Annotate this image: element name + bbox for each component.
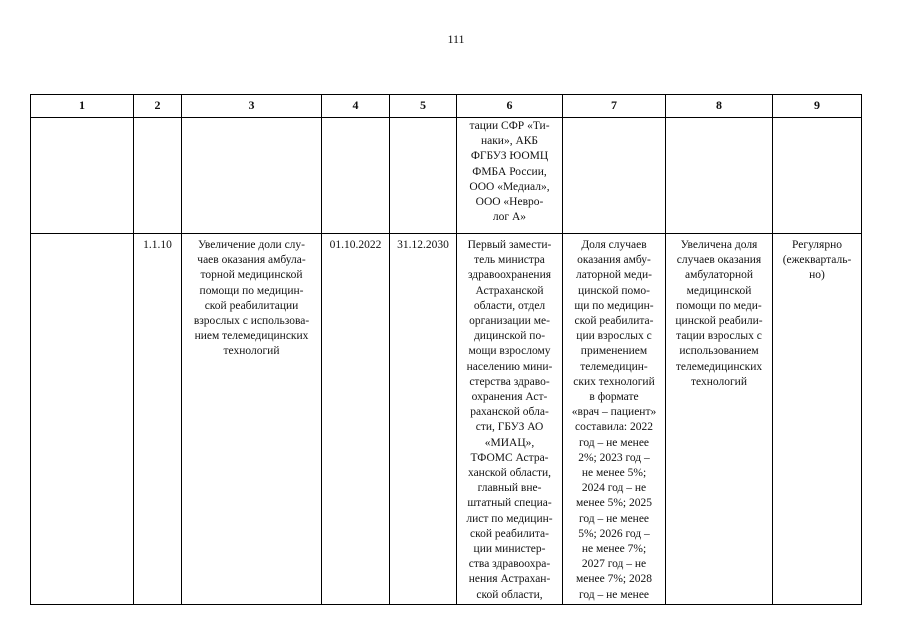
col-header: 5 <box>390 95 457 118</box>
cell-line: наки», АКБ <box>480 135 539 148</box>
table-row <box>31 234 862 605</box>
col-header: 8 <box>666 95 773 118</box>
cell-start-date: 01.10.2022 <box>322 234 390 605</box>
cell <box>31 118 134 234</box>
cell-indicator <box>563 118 666 234</box>
cell-line: использованием <box>679 345 759 358</box>
cell-line: но) <box>809 269 825 282</box>
col-header: 3 <box>182 95 322 118</box>
cell-line: торной медицинской <box>200 269 303 282</box>
cell-line: «МИАЦ», <box>484 436 535 449</box>
cell-line: нием телемедицинских <box>194 330 309 343</box>
cell-line: Регулярно <box>792 239 842 251</box>
cell-line: применением <box>580 345 648 358</box>
cell-line: телемедицин- <box>580 360 648 373</box>
cell-line: ции взрослых с <box>576 330 652 343</box>
cell-responsible <box>457 234 563 605</box>
cell-number: 1.1.10 <box>134 234 182 605</box>
cell-line: медицинской <box>686 284 752 297</box>
cell <box>134 118 182 234</box>
cell-line: ской области, <box>476 588 543 601</box>
cell-line: населению мини- <box>466 360 553 373</box>
cell-line: взрослых с использова- <box>193 315 310 328</box>
cell-periodicity <box>773 118 862 234</box>
cell-line: ской реабилита- <box>470 527 549 540</box>
cell-line: телемедицинских <box>675 360 763 373</box>
page-number: 111 <box>447 32 465 46</box>
cell-line: ской реабилитации <box>204 299 299 312</box>
cell-line: не менее 7%; <box>581 543 647 556</box>
cell-measure <box>182 234 322 605</box>
cell <box>322 118 390 234</box>
cell-line: тации взрослых с <box>676 330 762 343</box>
cell-line: главный вне- <box>477 482 542 495</box>
cell-line: менее 7%; 2028 <box>575 573 653 586</box>
cell-line: тель министра <box>474 254 545 267</box>
cell-result <box>666 118 773 234</box>
cell-line: технологий <box>691 375 747 388</box>
cell-line: ТФОМС Астра- <box>470 451 549 464</box>
cell-line: Увеличение доли слу- <box>197 239 306 251</box>
cell-line: оказания амбу- <box>577 254 651 267</box>
cell-line: охранения Аст- <box>471 391 548 404</box>
cell-line: лог А» <box>492 211 527 224</box>
col-header: 7 <box>563 95 666 118</box>
cell <box>31 234 134 605</box>
cell <box>390 118 457 234</box>
cell-line: ханской области, <box>467 467 552 480</box>
cell-line: год – не менее <box>578 588 650 601</box>
cell-line: цинской реабили- <box>675 315 763 328</box>
col-header: 2 <box>134 95 182 118</box>
cell-line: штатный специа- <box>467 497 552 510</box>
cell-line: латорной меди- <box>576 269 652 282</box>
cell-line: 5%; 2026 год – <box>578 527 650 540</box>
cell-line: случаев оказания <box>676 254 762 267</box>
cell-line: здравоохранения <box>467 269 552 282</box>
cell-line: щи по медицин- <box>574 299 654 312</box>
cell-line: амбулаторной <box>684 269 754 282</box>
cell-line: в формате <box>589 391 639 404</box>
cell-line: (ежекварталь- <box>782 254 852 267</box>
cell-line: сти, ГБУЗ АО <box>475 421 544 434</box>
cell-line: чаев оказания амбула- <box>197 254 306 267</box>
cell-line: Увеличена доля <box>680 239 758 251</box>
col-header: 9 <box>773 95 862 118</box>
cell-line: раханской обла- <box>470 406 549 419</box>
cell-line: ФГБУЗ ЮОМЦ <box>470 150 549 163</box>
cell-line: Первый замести- <box>467 239 552 251</box>
cell-line: ской реабилита- <box>574 315 654 328</box>
cell-line: 2024 год – не <box>581 482 647 495</box>
cell-line: ции министер- <box>473 543 546 556</box>
table-row <box>31 118 862 234</box>
cell <box>182 118 322 234</box>
cell-end-date: 31.12.2030 <box>390 234 457 605</box>
cell-line: Астраханской <box>475 284 544 297</box>
cell-line: не менее 5%; <box>581 467 647 480</box>
cell-line: цинской помо- <box>578 284 650 297</box>
cell-periodicity <box>773 234 862 605</box>
cell-line: год – не менее <box>578 512 650 525</box>
cell-responsible <box>457 118 563 234</box>
cell-indicator <box>563 234 666 605</box>
cell-line: помощи по медицин- <box>199 284 304 297</box>
cell-line: ства здравоохра- <box>468 558 551 571</box>
cell-line: менее 5%; 2025 <box>575 497 653 510</box>
cell-line: организации ме- <box>469 315 550 328</box>
cell-line: ских технологий <box>573 375 655 388</box>
cell-line: помощи по меди- <box>676 299 762 312</box>
cell-line: дицинской по- <box>473 330 546 343</box>
cell-line: стерства здраво- <box>469 375 550 388</box>
cell-line: ООО «Невро- <box>475 196 544 209</box>
header-row <box>31 95 862 118</box>
cell-line: нения Астрахан- <box>468 573 551 586</box>
cell-line: год – не менее <box>578 436 650 449</box>
plan-table <box>30 94 862 605</box>
col-header: 1 <box>31 95 134 118</box>
cell-line: 2027 год – не <box>581 558 647 571</box>
cell-line: 2%; 2023 год – <box>578 451 650 464</box>
cell-line: ООО «Медиал», <box>469 180 550 193</box>
cell-line: Доля случаев <box>581 239 647 251</box>
col-header: 6 <box>457 95 563 118</box>
cell-result <box>666 234 773 605</box>
col-header: 4 <box>322 95 390 118</box>
cell-line: тации СФР «Ти- <box>469 120 550 132</box>
cell-line: составила: 2022 <box>574 421 653 434</box>
cell-line: ФМБА России, <box>472 165 547 178</box>
cell-line: лист по медицин- <box>466 512 553 525</box>
cell-line: технологий <box>223 345 280 358</box>
cell-line: мощи взрослому <box>468 345 551 358</box>
cell-line: «врач – пациент» <box>571 406 657 419</box>
cell-line: области, отдел <box>473 299 546 312</box>
